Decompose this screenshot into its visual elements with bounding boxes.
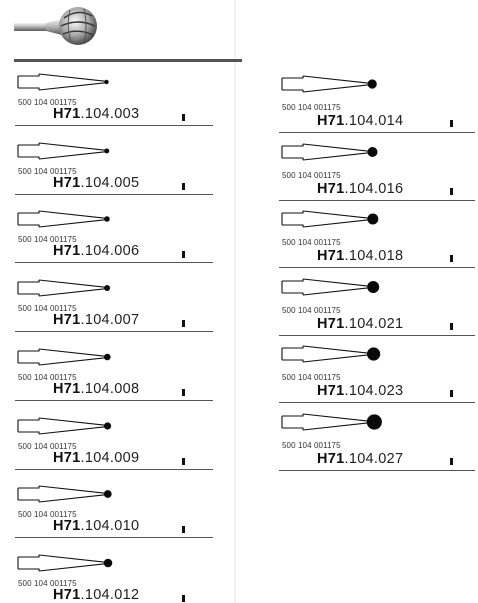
package-marker <box>450 255 453 262</box>
package-marker <box>182 458 185 465</box>
package-marker <box>182 389 185 396</box>
part-number <box>317 113 403 129</box>
part-prefix: H71 <box>53 243 81 260</box>
package-marker <box>450 458 453 465</box>
part-prefix: H71 <box>317 180 345 197</box>
bur-illustration-icon <box>17 276 125 300</box>
article-code: 500 104 001175 <box>282 238 341 247</box>
article-code: 500 104 001175 <box>18 98 77 107</box>
round-bur-head-icon <box>14 2 104 50</box>
product-item <box>279 338 475 402</box>
package-marker <box>450 120 453 127</box>
article-code: 500 104 001175 <box>282 103 341 112</box>
item-rule <box>279 267 475 268</box>
package-marker <box>450 323 453 330</box>
bur-illustration-icon <box>281 72 389 96</box>
part-suffix: .104.008 <box>80 380 140 397</box>
part-prefix: H71 <box>317 450 345 467</box>
part-suffix: .104.016 <box>344 180 404 197</box>
part-number <box>317 383 403 399</box>
bur-head-icon <box>367 347 380 360</box>
product-item <box>15 410 213 474</box>
part-suffix: .104.027 <box>344 450 404 467</box>
part-prefix: H71 <box>53 449 81 466</box>
bur-illustration-icon <box>17 70 125 94</box>
part-prefix: H71 <box>53 380 81 397</box>
article-code: 500 104 001175 <box>282 305 341 315</box>
bur-illustration-icon <box>281 410 389 434</box>
part-number <box>53 243 139 259</box>
package-marker <box>182 320 185 327</box>
package-marker <box>450 390 453 397</box>
part-prefix: H71 <box>53 312 81 329</box>
item-rule <box>15 469 213 470</box>
bur-head-icon <box>104 490 112 498</box>
article-code: 500 104 001175 <box>18 304 77 314</box>
part-suffix: .104.005 <box>80 174 140 191</box>
part-prefix: H71 <box>53 586 81 603</box>
bur-head-icon <box>104 285 110 291</box>
bur-head-icon <box>367 214 378 225</box>
item-rule <box>15 125 213 126</box>
part-suffix: .104.012 <box>80 586 140 603</box>
bur-head-icon <box>368 79 377 88</box>
article-code: 500 104 001175 <box>18 510 77 520</box>
part-number <box>53 518 139 534</box>
item-rule <box>15 331 213 332</box>
bur-head-icon <box>104 559 113 568</box>
column-divider <box>234 0 236 603</box>
bur-illustration-icon <box>17 551 125 575</box>
item-rule <box>15 400 213 401</box>
product-item <box>15 66 213 130</box>
bur-head-icon <box>367 281 379 293</box>
article-code: 500 104 001175 <box>282 440 341 450</box>
article-code: 500 104 001175 <box>18 372 77 382</box>
bur-head-icon <box>104 353 111 360</box>
product-item <box>15 272 213 336</box>
package-marker <box>182 251 185 258</box>
item-rule <box>279 335 475 336</box>
bur-illustration-icon <box>281 140 389 164</box>
part-suffix: .104.023 <box>344 383 404 399</box>
product-item <box>15 135 213 199</box>
bur-illustration-icon <box>17 207 125 231</box>
package-marker <box>182 114 185 121</box>
bur-illustration-icon <box>281 275 389 299</box>
part-number <box>53 587 139 603</box>
package-marker <box>182 526 185 533</box>
bur-illustration-icon <box>281 342 389 366</box>
bur-illustration-icon <box>17 345 125 369</box>
part-prefix: H71 <box>317 248 345 264</box>
product-item <box>15 478 213 542</box>
product-item <box>279 406 475 470</box>
part-number <box>317 451 403 467</box>
part-suffix: .104.006 <box>80 243 140 260</box>
bur-head-icon <box>104 217 110 223</box>
part-prefix: H71 <box>317 383 345 399</box>
bur-illustration-icon <box>17 414 125 438</box>
package-marker <box>182 183 185 190</box>
article-code: 500 104 001175 <box>18 578 77 588</box>
part-number <box>317 181 403 197</box>
part-suffix: .104.018 <box>344 248 404 264</box>
part-prefix: H71 <box>53 174 81 191</box>
article-code: 500 104 001175 <box>282 170 341 180</box>
part-prefix: H71 <box>53 518 81 535</box>
article-code: 500 104 001175 <box>18 235 77 245</box>
part-suffix: .104.021 <box>344 315 404 332</box>
part-number <box>53 381 139 397</box>
bur-illustration-icon <box>281 207 389 231</box>
bur-head-icon <box>104 422 111 429</box>
bur-head-icon <box>367 414 382 429</box>
part-suffix: .104.010 <box>80 518 140 535</box>
bur-illustration-icon <box>17 139 125 163</box>
part-number <box>317 248 403 264</box>
item-rule <box>279 132 475 133</box>
part-suffix: .104.007 <box>80 312 140 329</box>
product-item <box>15 341 213 405</box>
bur-head-icon <box>104 80 108 84</box>
item-rule <box>15 537 213 538</box>
product-item <box>279 203 475 267</box>
package-marker <box>450 188 453 195</box>
part-number <box>53 106 139 122</box>
article-code: 500 104 001175 <box>18 166 77 176</box>
part-suffix: .104.009 <box>80 449 140 466</box>
part-number <box>53 450 139 466</box>
part-number <box>317 316 403 332</box>
item-rule <box>279 402 475 403</box>
bur-head-icon <box>368 147 378 157</box>
item-rule <box>279 470 475 471</box>
product-item <box>279 271 475 335</box>
part-number <box>53 175 139 191</box>
bur-illustration-icon <box>17 482 125 506</box>
header-rule <box>14 59 242 62</box>
bur-head-icon <box>104 148 109 153</box>
part-suffix: .104.003 <box>80 106 140 122</box>
article-code: 500 104 001175 <box>18 441 77 451</box>
part-prefix: H71 <box>317 113 345 129</box>
item-rule <box>15 262 213 263</box>
product-item <box>15 547 213 603</box>
part-suffix: .104.014 <box>344 113 404 129</box>
product-item <box>15 203 213 267</box>
product-item <box>279 68 475 132</box>
article-code: 500 104 001175 <box>282 373 341 382</box>
item-rule <box>15 194 213 195</box>
package-marker <box>182 595 185 602</box>
part-prefix: H71 <box>317 315 345 332</box>
item-rule <box>279 200 475 201</box>
product-item <box>279 136 475 200</box>
part-number <box>53 312 139 328</box>
part-prefix: H71 <box>53 106 81 122</box>
